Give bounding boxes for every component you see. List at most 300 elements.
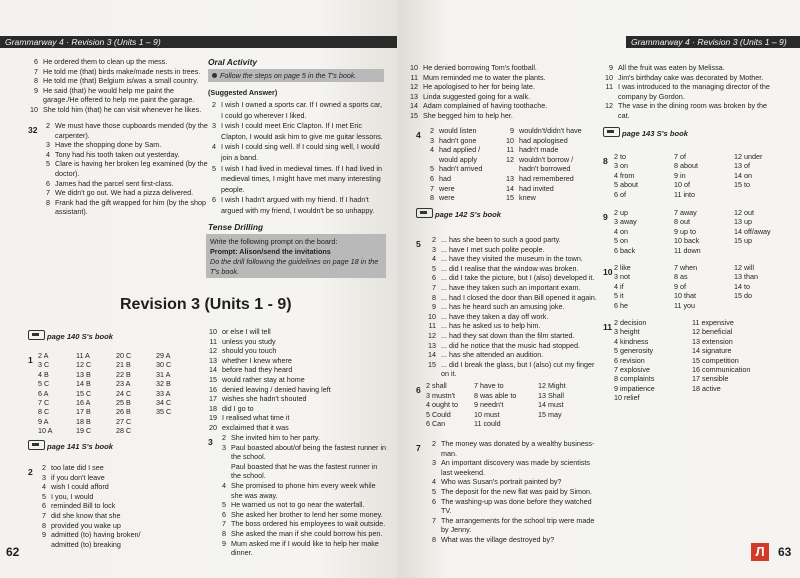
page-number: 63 [778, 545, 792, 559]
item-number: 4 [46, 149, 50, 159]
ex5-number-wrap [416, 234, 421, 252]
item-text: Have the shopping done by Sam. [55, 140, 162, 150]
item-text: He denied borrowing Tom's football. [423, 63, 537, 72]
item-text: company by Gordon. [618, 91, 685, 101]
answer-cell: 13 B [76, 369, 91, 379]
sb142-label: page 142 S's book [435, 210, 501, 219]
answer-cell: 7 have to [474, 381, 504, 390]
exercise-number: 10 [603, 267, 613, 277]
answer-cell: 4 kindness [614, 336, 649, 346]
exercise-number: 1 [28, 355, 33, 365]
ex9-number-wrap [603, 207, 608, 225]
item-number: 14 [410, 101, 418, 111]
item-number: 2 [46, 121, 50, 130]
drilling-box [206, 234, 386, 278]
answer-cell: 12 will [734, 263, 754, 272]
item-text: She promised to phone him every week while [231, 481, 376, 490]
answer-cell: 5 Could [426, 409, 451, 419]
answer-cell: 18 B [76, 416, 91, 426]
item-text: did I go to [222, 403, 254, 413]
item-text: What was the village destroyed by? [441, 535, 555, 544]
ex6-number-wrap [416, 380, 421, 398]
answer-cell: 19 C [76, 426, 92, 436]
exercise-number: 11 [603, 322, 613, 332]
item-number: 2 [212, 100, 216, 109]
answer-cell: 12 beneficial [692, 327, 733, 337]
answer-cell: 6 he [614, 300, 628, 310]
item-number: 8 [42, 520, 46, 530]
pointing-hand-icon [416, 208, 433, 218]
answer-cell: 28 C [116, 426, 132, 436]
item-number: 8 [432, 535, 436, 544]
answer-cell: 9 impatience [614, 383, 655, 393]
answer-cell: 2 to [614, 152, 626, 161]
answer-cell: 9 up to [674, 226, 696, 236]
answer-cell: 22 B [116, 369, 131, 379]
answer-cell: 4 if [614, 281, 624, 291]
item-number: 4 [432, 254, 436, 264]
answer-cell: 12 under [734, 152, 763, 161]
answer-cell: 5 generosity [614, 346, 654, 356]
ex7-number-wrap [416, 438, 421, 456]
item-text: had apologised [519, 135, 568, 145]
item-text: The money was donated by a wealthy business- [441, 439, 595, 448]
answer-cell: 13 of [734, 161, 750, 171]
item-number: 10 [428, 311, 436, 321]
item-number: 13 [428, 340, 436, 350]
item-text: people. [221, 184, 245, 194]
answer-cell: 10 back [674, 236, 700, 246]
answer-cell: 10 relief [614, 393, 640, 403]
pointing-hand-icon [603, 127, 620, 137]
item-number: 12 [209, 346, 217, 356]
ex11-grid [614, 318, 789, 408]
item-number: 10 [30, 105, 38, 114]
answer-cell: 5 about [614, 180, 638, 190]
answer-cell: 17 B [76, 407, 91, 417]
answer-cell: 10 of [674, 180, 690, 190]
ex10-grid [614, 263, 784, 313]
item-text: by Jenny. [441, 525, 472, 535]
answer-cell: 14 must [538, 400, 564, 410]
answer-cell: 9 of [674, 281, 686, 291]
answer-cell: 13 up [734, 217, 752, 227]
answer-cell: 2 up [614, 208, 628, 217]
item-text: ... have they visited the museum in the town. [441, 254, 583, 264]
exercise-number: 32 [28, 125, 38, 135]
item-text: She begged him to help her. [423, 111, 513, 120]
answer-cell: 5 on [614, 236, 628, 246]
item-text: wishes she hadn't shouted [222, 394, 307, 404]
item-number: 12 [506, 154, 514, 164]
item-number: 2 [432, 439, 436, 448]
answer-cell: 6 Can [426, 419, 446, 429]
item-text: would apply [439, 154, 477, 164]
item-number: 7 [432, 515, 436, 525]
item-text: I wish I could sing well. If I could sing well, I would [221, 142, 380, 152]
item-text: He ordered them to clean up the mess. [43, 57, 168, 66]
answer-cell: 7 explosive [614, 365, 650, 374]
item-text: Adam complained of having toothache. [423, 101, 548, 111]
item-number: 6 [212, 195, 216, 205]
answer-cell: 18 active [692, 383, 721, 393]
item-text: Clare is having her broken leg examined (by the [55, 159, 208, 169]
item-text: Mum reminded me to water the plants. [423, 72, 546, 82]
item-text: hadn't arrived [439, 164, 483, 174]
drill-line: T's book. [210, 267, 239, 276]
item-number: 3 [430, 135, 434, 145]
item-number: 15 [209, 375, 217, 384]
answer-cell: 10 that [674, 291, 696, 301]
item-text: assistant). [55, 207, 88, 217]
item-number: 8 [222, 529, 226, 538]
item-text: hadn't gone [439, 135, 477, 145]
sb142-ref [416, 208, 501, 219]
answer-cell: 15 C [76, 388, 92, 398]
item-text: should you touch [222, 346, 277, 356]
bullet-icon [212, 73, 217, 78]
answer-cell: 31 A [156, 369, 171, 379]
answer-cell: 2 A [38, 351, 49, 360]
exercise-number: 3 [208, 437, 213, 447]
item-text: We must have those cupboards mended (by the [55, 121, 208, 130]
item-text: were [439, 183, 455, 193]
item-text: Frank had the gift wrapped for him (by the shop [55, 197, 207, 207]
sb140-label: page 140 S's book [47, 332, 113, 341]
item-number: 6 [432, 496, 436, 506]
item-text: ... did he notice that the music had stopped. [441, 340, 581, 350]
answer-cell: 4 on [614, 226, 628, 236]
sb140-ref [28, 330, 113, 341]
answer-cell: 13 than [734, 272, 758, 282]
item-text: garage./He offered to help me paint the garage. [43, 95, 195, 105]
answer-cell: 3 on [614, 161, 628, 171]
item-number: 7 [430, 183, 434, 193]
item-text: James had the parcel sent first-class. [55, 178, 174, 188]
answer-cell: 29 A [156, 351, 171, 360]
answer-cell: 21 B [116, 360, 131, 370]
item-text: ... did I break the glass, but I (also) cut my finger [441, 359, 595, 369]
item-text: man. [441, 448, 457, 458]
answer-cell: 11 into [674, 189, 696, 199]
answer-cell: 14 on [734, 170, 752, 180]
item-text: had [439, 174, 451, 183]
answer-cell: 26 B [116, 407, 131, 417]
ex6-grid [426, 381, 596, 431]
answer-cell: 7 away [674, 208, 697, 217]
item-text: dinner. [231, 548, 253, 558]
answer-cell: 16 A [76, 398, 91, 407]
pointing-hand-icon [28, 440, 45, 450]
item-number: 3 [432, 244, 436, 254]
item-text: exclaimed that it was [222, 423, 289, 432]
item-text: Jim's birthday cake was decorated by Mother. [618, 72, 764, 82]
left-page [0, 0, 398, 578]
item-text: unless you study [222, 336, 276, 346]
item-number: 15 [410, 111, 418, 120]
item-number: 10 [209, 327, 217, 336]
item-number: 11 [506, 145, 514, 155]
item-text: ... have I met such polite people. [441, 244, 545, 254]
answer-cell: 3 away [614, 217, 637, 227]
item-text: He told me (that) birds make/made nests in trees. [43, 66, 201, 76]
sb141-ref [28, 440, 113, 451]
item-text: she was away. [231, 490, 278, 500]
item-text: did she know that she [51, 511, 121, 520]
answer-cell: 11 you [674, 300, 696, 310]
item-number: 4 [430, 145, 434, 155]
item-number: 3 [42, 472, 46, 482]
item-text: reminded Bill to lock [51, 501, 116, 511]
item-text: I could go wherever I liked. [221, 110, 307, 120]
item-text: had applied / [439, 145, 481, 155]
item-number: 6 [46, 178, 50, 188]
item-text: hadn't borrowed [519, 164, 571, 174]
item-number: 11 [605, 82, 613, 92]
item-text: would listen [439, 126, 477, 135]
item-text: The arrangements for the school trip were made [441, 515, 595, 525]
item-number: 2 [222, 433, 226, 442]
answer-cell: 2 like [614, 263, 631, 272]
drill-line: Write the following prompt on the board: [210, 237, 338, 246]
answer-cell: 12 out [734, 208, 754, 217]
item-text: I wish I could meet Eric Clapton. If I met Eric [221, 121, 363, 131]
item-text: She asked her brother to lend her some money. [231, 509, 383, 519]
item-text: had invited [519, 183, 554, 193]
ex11-number-wrap [603, 317, 612, 335]
item-text: on it. [441, 369, 457, 379]
item-text: whether I knew where [222, 355, 292, 365]
item-text: argued with my friend, I wouldn't be so unhappy. [221, 206, 375, 215]
answer-cell: 9 A [38, 416, 49, 426]
answer-cell: 24 C [116, 388, 132, 398]
answer-cell: 12 Might [538, 381, 566, 390]
item-number: 5 [212, 163, 216, 173]
item-text: Linda suggested going for a walk. [423, 91, 531, 101]
drill-line: Do the drill following the guidelines on page 18 in the [210, 257, 379, 266]
item-number: 8 [34, 76, 38, 86]
item-number: 10 [410, 63, 418, 72]
item-number: 10 [506, 135, 514, 145]
item-number: 2 [430, 126, 434, 135]
answer-cell: 11 could [474, 419, 501, 429]
item-text: I was introduced to the managing director of the [618, 82, 770, 92]
exercise-number: 2 [28, 467, 33, 477]
answer-cell: 30 C [156, 360, 172, 370]
item-number: 11 [428, 321, 436, 331]
item-number: 2 [42, 463, 46, 472]
exercise-number: 5 [416, 239, 421, 249]
answer-cell: 13 extension [692, 336, 733, 346]
item-text: She asked the man if she could borrow his pen. [231, 529, 383, 538]
item-text: ... has she been to such a good party. [441, 235, 561, 244]
item-number: 10 [605, 72, 613, 82]
answer-cell: 7 of [674, 152, 686, 161]
sb141-label: page 141 S's book [47, 442, 113, 451]
item-text: the school. [231, 471, 266, 481]
answer-cell: 20 C [116, 351, 132, 360]
answer-cell: 32 B [156, 379, 171, 389]
item-number: 13 [209, 355, 217, 365]
item-number: 5 [432, 487, 436, 496]
item-number: 12 [605, 101, 613, 111]
answer-cell: 7 when [674, 263, 698, 272]
item-number: 4 [432, 477, 436, 487]
item-text: or else I will tell [222, 327, 271, 336]
item-number: 11 [209, 336, 217, 346]
item-text: wouldn't borrow / [519, 154, 574, 164]
item-number: 4 [42, 482, 46, 492]
item-text: ... had I closed the door than Bill opened it again. [441, 292, 597, 302]
item-number: 14 [428, 350, 436, 360]
sb143-ref [603, 127, 688, 138]
answer-cell: 25 B [116, 398, 131, 407]
item-text: I wish I hadn't argued with my friend. If I hadn't [221, 195, 369, 205]
answer-cell: 9 needn't [474, 400, 504, 410]
ex9-grid [614, 208, 784, 258]
item-text: The vase in the dining room was broken by the [618, 101, 768, 111]
publisher-logo-icon: Л [751, 543, 769, 561]
item-text: He apologised to her for being late. [423, 82, 535, 92]
item-number: 8 [432, 292, 436, 302]
answer-cell: 14 B [76, 379, 91, 389]
item-number: 5 [222, 500, 226, 510]
item-number: 16 [209, 384, 217, 394]
item-number: 15 [428, 359, 436, 369]
page-header: Grammarway 4 · Revision 3 (Units 1 – 9) [0, 36, 397, 48]
answer-cell: 4 ought to [426, 400, 458, 410]
item-text: medieval times, I might have met many interesting [221, 174, 381, 184]
item-number: 14 [506, 183, 514, 193]
item-text: ... did I take the picture, but I (also) developed it. [441, 273, 595, 283]
item-text: ... had they sat down than the film started. [441, 331, 575, 340]
answer-cell: 6 revision [614, 355, 645, 365]
item-text: would rather stay at home [222, 375, 305, 384]
item-number: 7 [34, 66, 38, 76]
answer-cell: 10 A [38, 426, 53, 436]
answer-cell: 8 out [674, 217, 690, 227]
item-text: Mum asked me if I would like to help her make [231, 538, 379, 548]
item-text: knew [519, 193, 536, 203]
item-number: 14 [209, 365, 217, 375]
item-text: Tony had his tooth taken out yesterday. [55, 149, 180, 159]
item-text: the school. [231, 452, 266, 462]
item-text: She told him (that) he can visit whenever he likes. [43, 105, 202, 114]
answer-cell: 35 C [156, 407, 172, 417]
answer-cell: 11 expensive [692, 318, 734, 327]
item-number: 5 [42, 491, 46, 501]
ex8-number-wrap [603, 151, 608, 169]
item-number: 2 [432, 235, 436, 244]
answer-cell: 17 sensible [692, 374, 729, 384]
answer-cell: 14 off/away [734, 226, 771, 236]
oral-instruction-box [208, 69, 384, 82]
item-number: 18 [209, 403, 217, 413]
answer-cell: 15 may [538, 409, 562, 419]
answer-cell: 8 was able to [474, 390, 517, 400]
item-text: before had they heard [222, 365, 293, 375]
item-number: 9 [609, 63, 613, 72]
page-header: Grammarway 4 · Revision 3 (Units 1 – 9) [626, 36, 800, 48]
answer-cell: 15 do [734, 291, 752, 301]
item-text: I wish I owned a sports car. If I owned a sports car, [221, 100, 382, 109]
item-text: admitted (to) having broken/ [51, 530, 141, 540]
answer-cell: 15 to [734, 180, 750, 190]
item-text: I you, I would [51, 491, 94, 501]
item-number: 4 [212, 142, 216, 152]
item-text: I wish I had lived in medieval times. If I had lived in [221, 163, 382, 173]
item-number: 6 [42, 501, 46, 511]
item-text: He warned us not to go near the waterfall. [231, 500, 365, 510]
ex10-number-wrap [603, 262, 613, 280]
answer-cell: 4 B [38, 369, 49, 379]
item-text: hadn't made [519, 145, 559, 155]
exercise-number: 7 [416, 443, 421, 453]
item-text: join a band. [221, 153, 259, 162]
item-text: wish I could afford [51, 482, 109, 492]
answer-cell: 14 signature [692, 346, 732, 356]
item-number: 3 [432, 458, 436, 468]
oral-title: Oral Activity [208, 57, 258, 67]
revision-title: Revision 3 (Units 1 - 9) [120, 296, 292, 313]
item-text: ... have they taken such an important exam. [441, 283, 581, 292]
answer-cell: 6 back [614, 245, 636, 255]
answer-cell: 8 about [674, 161, 698, 171]
item-text: The boss ordered his employees to wait outside. [231, 519, 386, 529]
item-number: 12 [428, 331, 436, 340]
pointing-hand-icon [28, 330, 45, 340]
item-text: cat. [618, 111, 630, 120]
item-text: wouldn't/didn't have [519, 126, 582, 135]
answer-cell: 9 in [674, 170, 686, 180]
answer-cell: 3 height [614, 327, 640, 337]
exercise-number: 6 [416, 385, 421, 395]
answer-cell: 23 A [116, 379, 131, 389]
item-text: provided you wake up [51, 520, 121, 530]
right-page [398, 0, 800, 578]
drilling-title: Tense Drilling [208, 222, 264, 232]
item-number: 6 [222, 509, 226, 519]
item-text: ... have they taken a day off work. [441, 311, 549, 321]
item-number: 8 [46, 197, 50, 207]
ex1-grid [38, 351, 198, 441]
answer-cell: 8 C [38, 407, 50, 417]
answer-cell: 8 complaints [614, 374, 655, 384]
item-text: ... has she attended an audition. [441, 350, 544, 360]
item-text: denied leaving / denied having left [222, 384, 331, 394]
item-number: 15 [506, 193, 514, 203]
item-number: 7 [42, 511, 46, 520]
answer-cell: 12 C [76, 360, 92, 370]
answer-cell: 2 decision [614, 318, 647, 327]
item-number: 11 [410, 72, 418, 82]
item-number: 3 [46, 140, 50, 150]
answer-cell: 14 to [734, 281, 750, 291]
item-number: 3 [212, 121, 216, 131]
answer-cell: 6 of [614, 189, 626, 199]
item-number: 7 [222, 519, 226, 529]
answer-heading: (Suggested Answer) [208, 88, 278, 97]
item-text: were [439, 193, 455, 203]
item-text: He said (that) he would help me paint the [43, 85, 175, 95]
item-text: doctor). [55, 169, 80, 178]
answer-cell: 3 C [38, 360, 50, 370]
answer-cell: 7 C [38, 398, 50, 407]
item-text: admitted (to) breaking [51, 539, 121, 549]
answer-cell: 27 C [116, 416, 132, 426]
answer-cell: 10 must [474, 409, 500, 419]
answer-cell: 34 C [156, 398, 172, 407]
